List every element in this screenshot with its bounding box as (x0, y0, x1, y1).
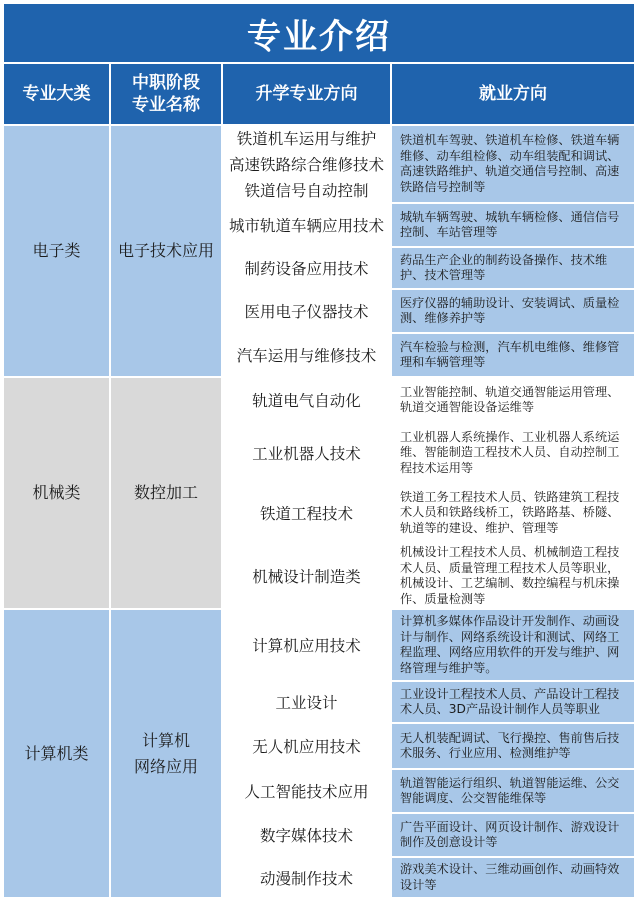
header-direction: 升学专业方向 (223, 64, 390, 124)
direction-row: 制药设备应用技术 (223, 248, 390, 288)
specialty-computer: 计算机 网络应用 (111, 610, 221, 897)
direction-row: 铁道信号自动控制 (223, 178, 390, 202)
header-employment: 就业方向 (392, 64, 634, 124)
employment-row: 计算机多媒体作品设计开发制作、动画设计与制作、网络系统设计和测试、网络工程监理、网络应用软件的开发与维护、网络管理与维护等。 (392, 610, 634, 680)
major-intro-table (4, 4, 634, 897)
specialty-mechanical: 数控加工 (111, 378, 221, 608)
direction-row: 计算机应用技术 (223, 610, 390, 680)
specialty-electronics: 电子技术应用 (111, 126, 221, 376)
employment-row: 汽车检验与检测，汽车机电维修、维修管理和车辆管理等 (392, 334, 634, 376)
category-electronics: 电子类 (4, 126, 109, 376)
employment-row: 无人机装配调试、飞行操控、售前售后技术服务、行业应用、检测维护等 (392, 724, 634, 768)
direction-row: 无人机应用技术 (223, 724, 390, 768)
direction-row: 轨道电气自动化 (223, 378, 390, 422)
employment-row: 药品生产企业的制药设备操作、技术维护、技术管理等 (392, 248, 634, 288)
employment-row: 工业设计工程技术人员、产品设计工程技术人员、3D产品设计制作人员等职业 (392, 682, 634, 722)
employment-row: 铁道机车驾驶、铁道机车检修、铁道车辆维修、动车组检修、动车组装配和调试、高速铁路维护、轨道交通信号控制、高速铁路信号控制等 (392, 126, 634, 202)
direction-row: 人工智能技术应用 (223, 770, 390, 812)
direction-row: 铁道机车运用与维护 (223, 126, 390, 150)
direction-row: 工业设计 (223, 682, 390, 722)
direction-row: 数字媒体技术 (223, 814, 390, 856)
direction-row: 机械设计制造类 (223, 544, 390, 608)
employment-row: 轨道智能运行组织、轨道智能运维、公交智能调度、公交智能维保等 (392, 770, 634, 812)
category-mechanical: 机械类 (4, 378, 109, 608)
employment-row: 广告平面设计、网页设计制作、游戏设计制作及创意设计等 (392, 814, 634, 856)
header-specialty: 中职阶段 专业名称 (111, 64, 221, 124)
employment-row: 游戏美术设计、三维动画创作、动画特效设计等 (392, 858, 634, 897)
employment-row: 机械设计工程技术人员、机械制造工程技术人员、质量管理工程技术人员等职业，机械设计、工艺编制、数控编程与机床操作、质量检测等 (392, 544, 634, 608)
employment-row: 工业智能控制、轨道交通智能运用管理、轨道交通智能设备运维等 (392, 378, 634, 422)
direction-row: 动漫制作技术 (223, 858, 390, 897)
employment-row: 城轨车辆驾驶、城轨车辆检修、通信信号控制、车站管理等 (392, 204, 634, 246)
header-category: 专业大类 (4, 64, 109, 124)
category-computer: 计算机类 (4, 610, 109, 897)
employment-row: 工业机器人系统操作、工业机器人系统运维、智能制造工程技术人员、自动控制工程技术运用等 (392, 424, 634, 482)
direction-row: 高速铁路综合维修技术 (223, 152, 390, 176)
direction-row: 汽车运用与维修技术 (223, 334, 390, 376)
employment-row: 铁道工务工程技术人员、铁路建筑工程技术人员和铁路线桥工，铁路路基、桥隧、轨道等的建设、维护、管理等 (392, 484, 634, 542)
direction-row: 城市轨道车辆应用技术 (223, 204, 390, 246)
direction-row: 医用电子仪器技术 (223, 290, 390, 332)
employment-row: 医疗仪器的辅助设计、安装调试、质量检测、维修养护等 (392, 290, 634, 332)
page-title: 专业介绍 (4, 4, 634, 62)
direction-row: 铁道工程技术 (223, 484, 390, 542)
direction-row: 工业机器人技术 (223, 424, 390, 482)
